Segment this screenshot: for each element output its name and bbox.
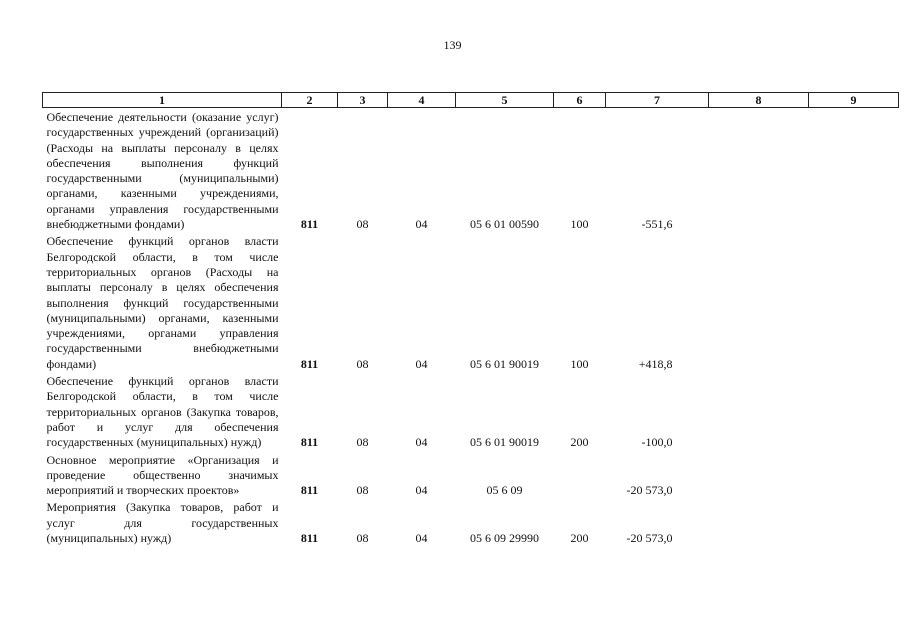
- subsection-code: 04: [415, 435, 428, 450]
- column-9-cell: [809, 451, 899, 499]
- ministry-code: 811: [300, 356, 319, 371]
- section-code: 08: [356, 356, 369, 371]
- column-header-8: 8: [709, 93, 809, 108]
- column-9-cell: [809, 372, 899, 450]
- subsection-code: 04: [415, 531, 428, 546]
- target-article-code: 05 6 01 90019: [470, 356, 539, 371]
- header-row: [43, 93, 899, 108]
- column-8-cell: [709, 232, 809, 372]
- target-article-code: 05 6 09: [486, 483, 523, 498]
- column-header-4: 4: [388, 93, 456, 108]
- expense-type-code: 100: [570, 356, 589, 371]
- ministry-code: 811: [300, 217, 319, 232]
- row-description: Мероприятия (Закупка товаров, работ и услуг для государственных (муниципальных) нужд): [46, 500, 279, 546]
- amount-value: -551,6: [641, 217, 673, 232]
- expense-type-code: [554, 451, 606, 499]
- table-row: [43, 498, 899, 546]
- section-code: 08: [356, 483, 369, 498]
- column-9-cell: [809, 108, 899, 233]
- column-9-cell: [809, 498, 899, 546]
- row-description: Основное мероприятие «Организация и проведение общественно значимых мероприятий и творческих проектов»: [46, 452, 279, 498]
- column-header-3: 3: [338, 93, 388, 108]
- expense-type-code: 100: [570, 217, 589, 232]
- table-row: [43, 451, 899, 499]
- page-number: 139: [443, 38, 462, 52]
- amount-value: +418,8: [638, 356, 673, 371]
- expense-type-code: 200: [570, 435, 589, 450]
- column-header-1: 1: [43, 93, 282, 108]
- amount-value: -100,0: [641, 435, 673, 450]
- column-8-cell: [709, 498, 809, 546]
- column-header-5: 5: [456, 93, 554, 108]
- table-row: [43, 108, 899, 233]
- target-article-code: 05 6 09 29990: [470, 531, 539, 546]
- subsection-code: 04: [415, 483, 428, 498]
- column-header-9: 9: [809, 93, 899, 108]
- column-header-7: 7: [606, 93, 709, 108]
- section-code: 08: [356, 531, 369, 546]
- table-row: [43, 232, 899, 372]
- column-8-cell: [709, 108, 809, 233]
- subsection-code: 04: [415, 217, 428, 232]
- table-row: [43, 372, 899, 450]
- subsection-code: 04: [415, 356, 428, 371]
- ministry-code: 811: [300, 435, 319, 450]
- section-code: 08: [356, 435, 369, 450]
- ministry-code: 811: [300, 531, 319, 546]
- amount-value: -20 573,0: [626, 531, 673, 546]
- row-description: Обеспечение функций органов власти Белгородской области, в том числе территориальных органов (Закупка товаров, работ и услуг для обеспечения государственных (муниципальных) нужд): [46, 374, 279, 450]
- row-description: Обеспечение деятельности (оказание услуг) государственных учреждений (организаций) (Расходы на выплаты персоналу в целях обеспечения выполнения функций государственными (муниципальными) органами, казенными учреждениями, органами управления государственными внебюджетными фондами): [46, 110, 279, 232]
- ministry-code: 811: [300, 483, 319, 498]
- expense-type-code: 200: [570, 531, 589, 546]
- amount-value: -20 573,0: [626, 483, 673, 498]
- column-8-cell: [709, 372, 809, 450]
- section-code: 08: [356, 217, 369, 232]
- column-header-6: 6: [554, 93, 606, 108]
- budget-table: [42, 92, 899, 546]
- target-article-code: 05 6 01 90019: [470, 435, 539, 450]
- target-article-code: 05 6 01 00590: [470, 217, 539, 232]
- row-description: Обеспечение функций органов власти Белгородской области, в том числе территориальных органов (Расходы на выплаты персоналу в целях обеспечения выполнения функций государственными (муниципальными) органами, казенными учреждениями, органами управления государственными внебюджетными фондами): [46, 234, 279, 371]
- column-9-cell: [809, 232, 899, 372]
- column-header-2: 2: [282, 93, 338, 108]
- column-8-cell: [709, 451, 809, 499]
